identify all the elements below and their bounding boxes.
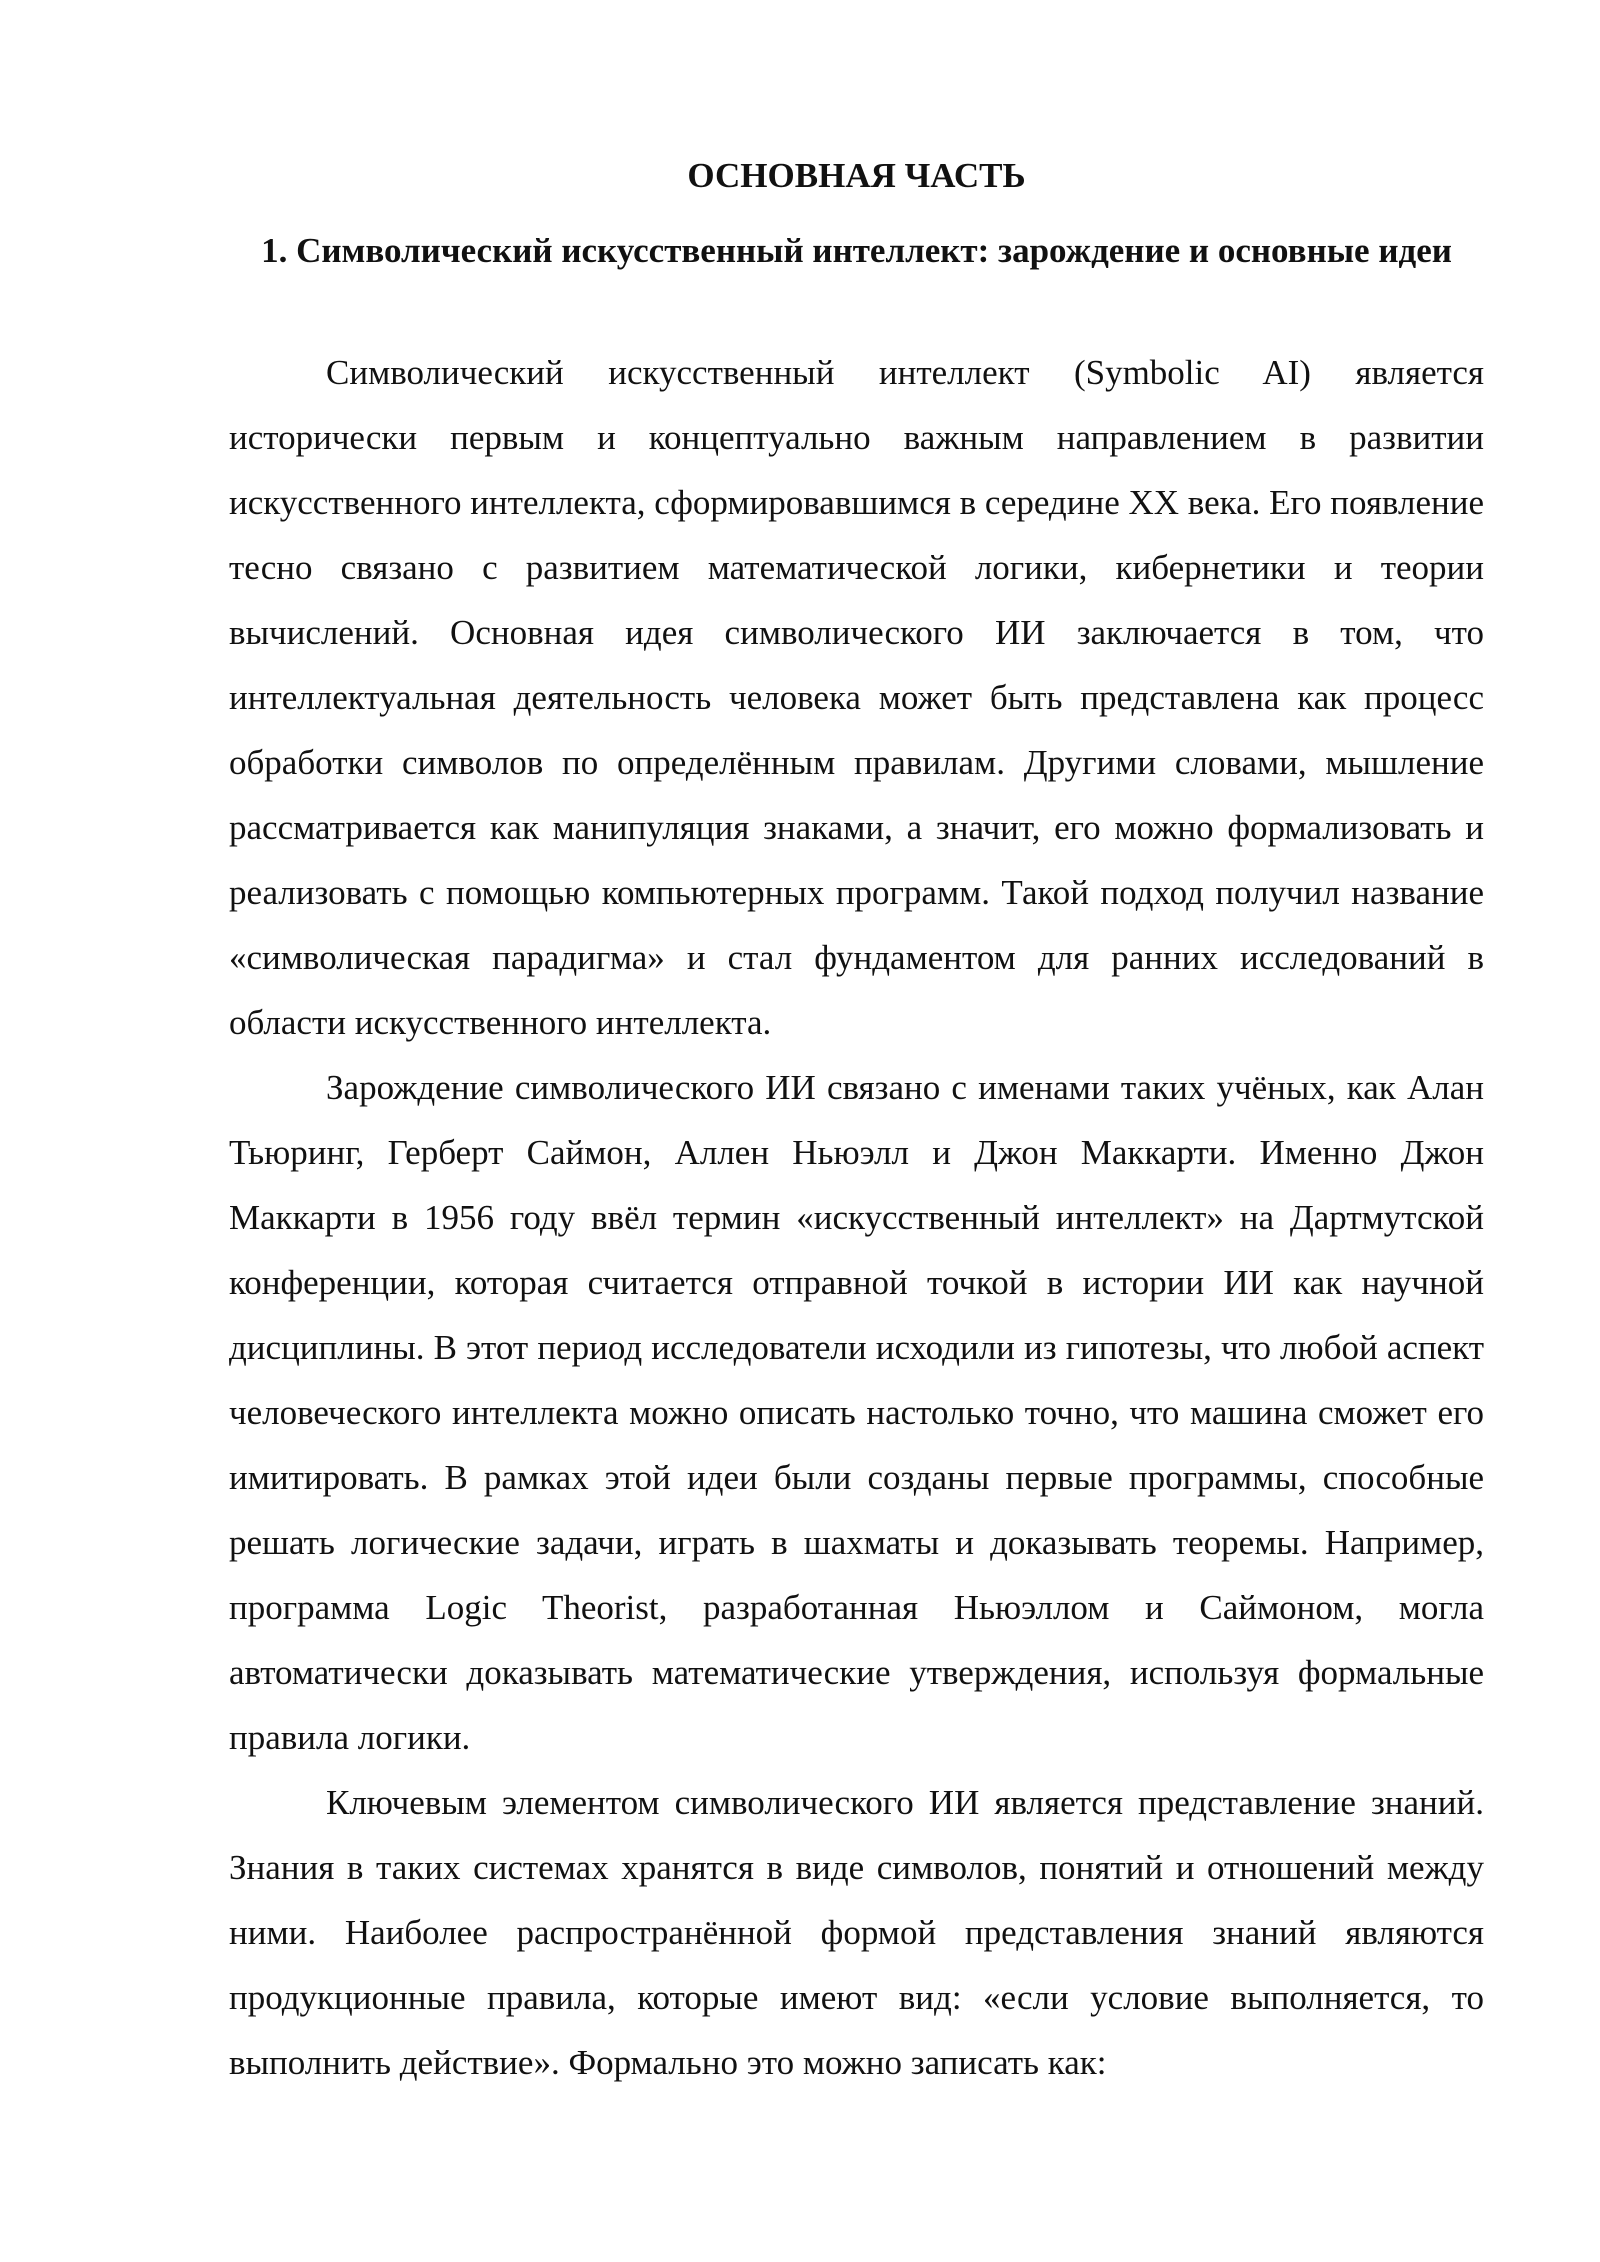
paragraph-2: Зарождение символического ИИ связано с именами таких учёных, как Алан Тьюринг, Герберт Саймон, Аллен Ньюэлл и Джон Маккарти. Именно Джон Маккарти в 1956 году ввёл термин «искусственный интеллект» на Дартмутской конференции, которая считается отправной точкой в истории ИИ как научной дисциплины. В этот период исследователи исходили из гипотезы, что любой аспект человеческого интеллекта можно описать настолько точно, что машина сможет его имитировать. В рамках этой идеи были созданы первые программы, способные решать логические задачи, играть в шахматы и доказывать теоремы. Например, программа Logic Theorist, разработанная Ньюэллом и Саймоном, могла автоматически доказывать математические утверждения, используя формальные правила логики. bbox=[229, 1068, 1484, 1757]
paragraph-1: Символический искусственный интеллект (Symbolic AI) является исторически первым и концептуально важным направлением в развитии искусственного интеллекта, сформировавшимся в середине XX века. Его появление тесно связано с развитием математической логики, кибернетики и теории вычислений. Основная идея символического ИИ заключается в том, что интеллектуальная деятельность человека может быть представлена как процесс обработки символов по определённым правилам. Другими словами, мышление рассматривается как манипуляция знаками, а значит, его можно формализовать и реализовать с помощью компьютерных программ. Такой подход получил название «символическая парадигма» и стал фундаментом для ранних исследований в области искусственного интеллекта. bbox=[229, 353, 1484, 1042]
section-title: 1. Символический искусственный интеллект: зарождение и основные идеи bbox=[261, 231, 1452, 270]
body-text bbox=[229, 340, 1484, 2095]
page-title: ОСНОВНАЯ ЧАСТЬ bbox=[687, 156, 1026, 195]
paragraph-3: Ключевым элементом символического ИИ является представление знаний. Знания в таких системах хранятся в виде символов, понятий и отношений между ними. Наиболее распространённой формой представления знаний являются продукционные правила, которые имеют вид: «если условие выполняется, то выполнить действие». Формально это можно записать как: bbox=[229, 1783, 1484, 2082]
